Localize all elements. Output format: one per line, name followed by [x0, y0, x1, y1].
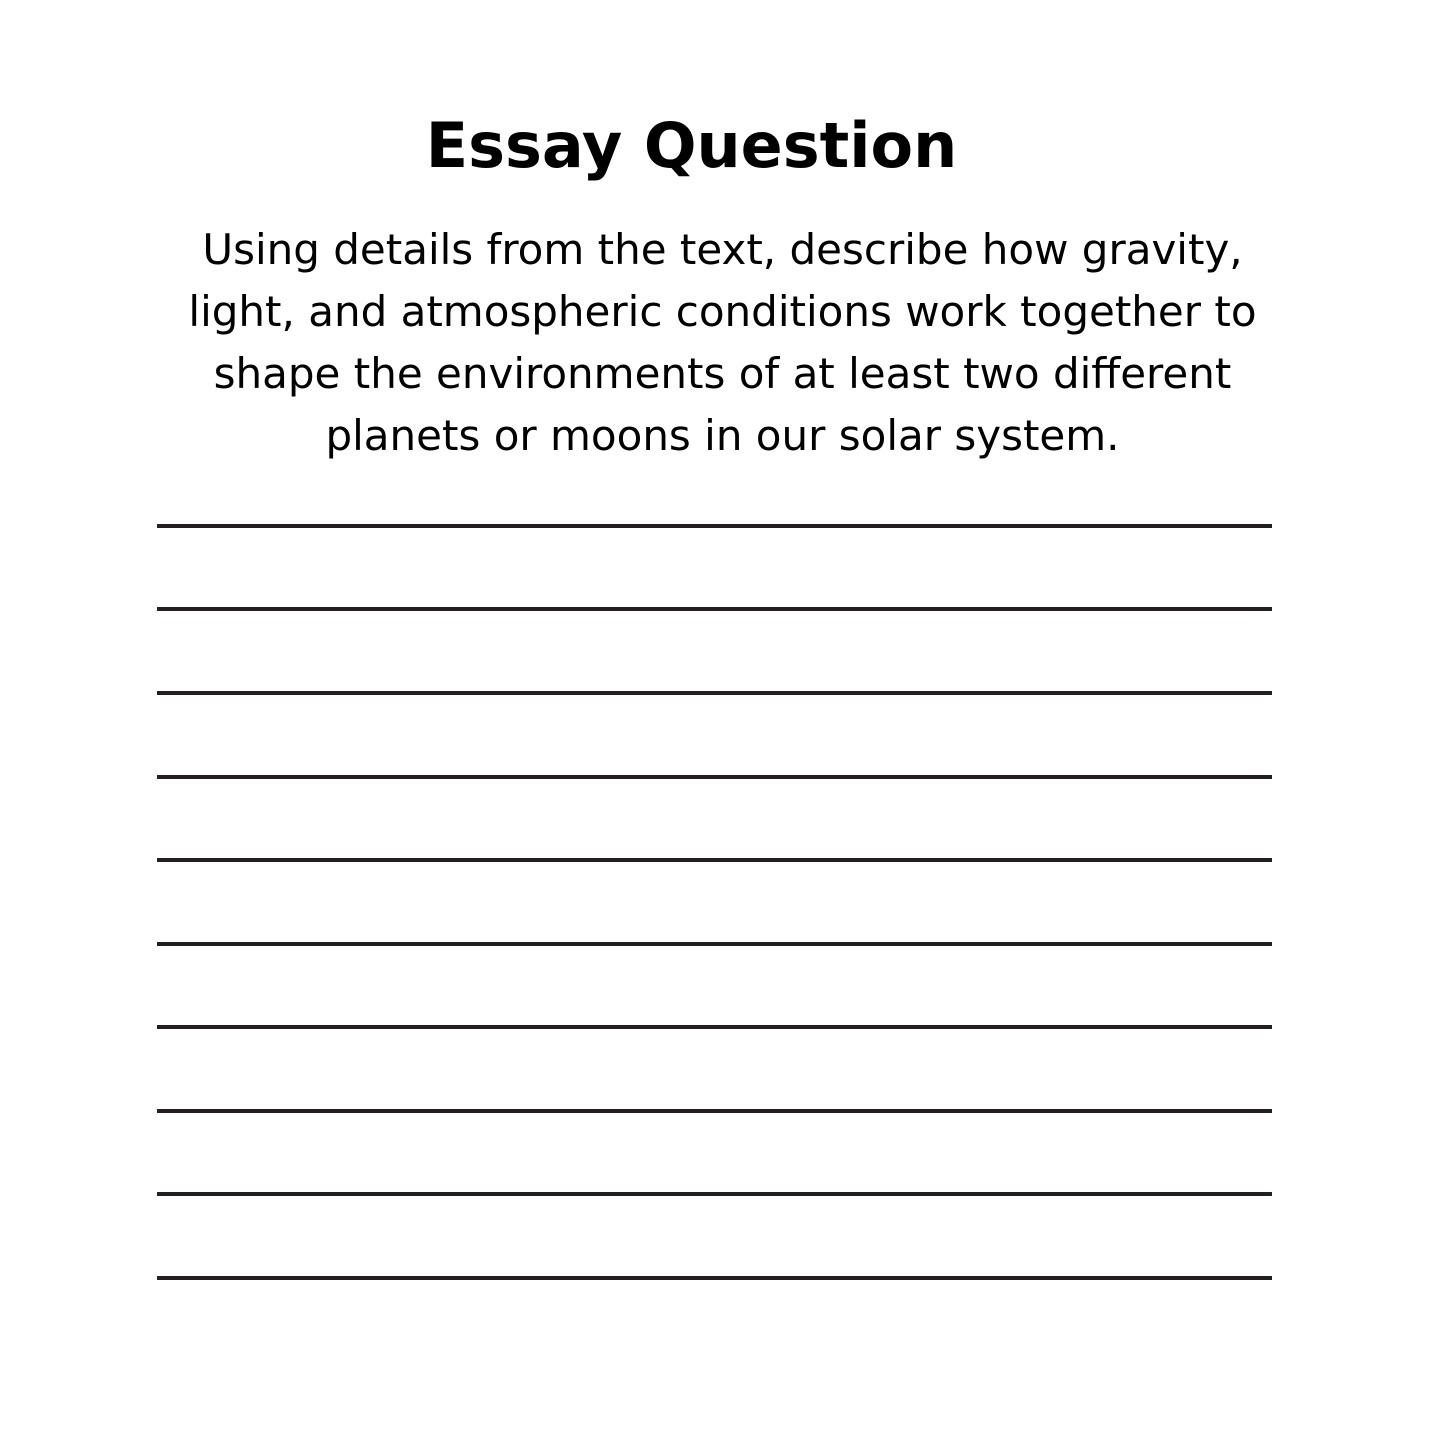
answer-line[interactable]: [157, 691, 1272, 695]
answer-line[interactable]: [157, 1192, 1272, 1196]
prompt-line-1: Using details from the text, describe how gravity,: [202, 225, 1243, 274]
page-title: Essay Question: [425, 109, 958, 182]
prompt-line-3: shape the environments of at least two different: [213, 349, 1232, 398]
answer-line[interactable]: [157, 524, 1272, 528]
essay-prompt: [150, 219, 1295, 467]
prompt-line-2: light, and atmospheric conditions work together to: [188, 287, 1257, 336]
answer-line[interactable]: [157, 1276, 1272, 1280]
answer-line[interactable]: [157, 942, 1272, 946]
answer-line[interactable]: [157, 1109, 1272, 1113]
answer-line[interactable]: [157, 1025, 1272, 1029]
prompt-line-4: planets or moons in our solar system.: [325, 411, 1120, 460]
answer-line[interactable]: [157, 858, 1272, 862]
answer-line[interactable]: [157, 607, 1272, 611]
answer-line[interactable]: [157, 775, 1272, 779]
